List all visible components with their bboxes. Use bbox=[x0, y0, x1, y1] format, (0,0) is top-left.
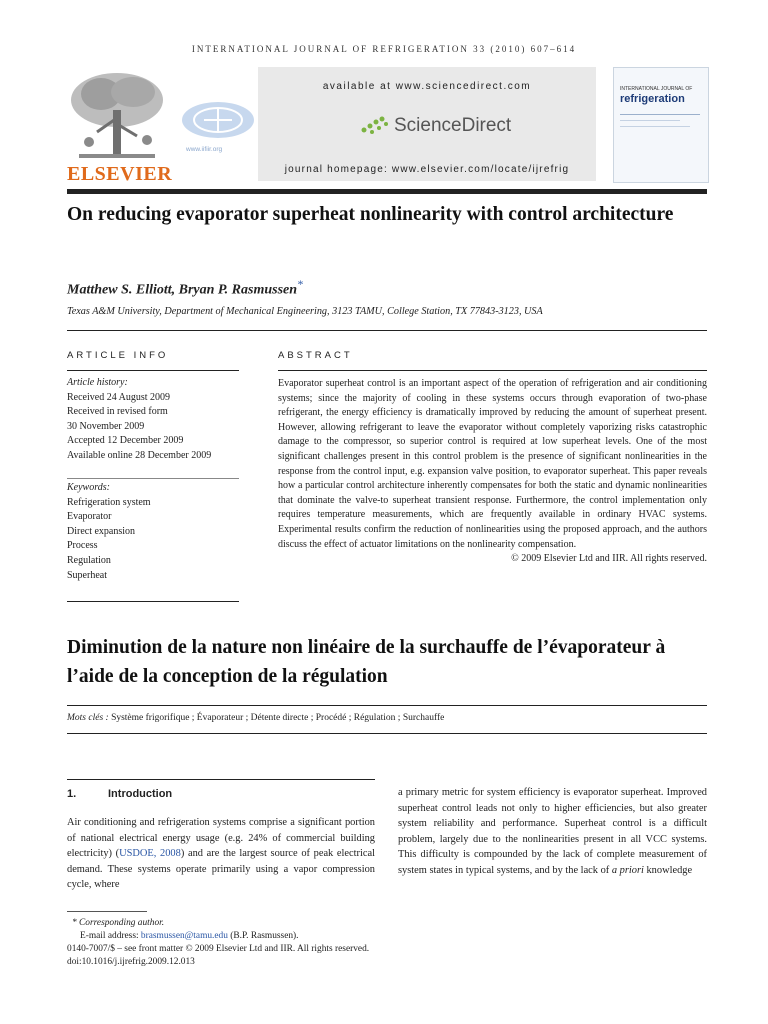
footnotes bbox=[72, 917, 299, 942]
article-info-bottom-rule bbox=[67, 601, 239, 602]
history-item: 30 November 2009 bbox=[67, 420, 145, 432]
keyword-item: Regulation bbox=[67, 554, 111, 566]
cover-subtitle: INTERNATIONAL JOURNAL OF bbox=[620, 86, 693, 92]
issn-line: 0140-7007/$ – see front matter © 2009 Elsevier Ltd and IIR. All rights reserved. bbox=[67, 944, 370, 954]
mots-cles-label: Mots clés : bbox=[67, 713, 109, 723]
intro-left-text-cont: ) and are the largest source of peak electrical demand. These systems operate primarily using a vapor compression cycle, where bbox=[67, 848, 375, 891]
footnote-mark: * bbox=[72, 918, 77, 928]
history-item: Available online 28 December 2009 bbox=[67, 449, 212, 461]
keywords-rule bbox=[67, 478, 239, 479]
journal-cover-thumbnail bbox=[613, 67, 709, 183]
abstract-copyright: © 2009 Elsevier Ltd and IIR. All rights reserved. bbox=[511, 553, 707, 565]
keyword-item: Refrigeration system bbox=[67, 496, 151, 508]
authors bbox=[67, 278, 303, 299]
history-label: Article history: bbox=[67, 377, 128, 388]
intro-right-text-cont: knowledge bbox=[643, 864, 693, 876]
mots-cles bbox=[67, 713, 444, 723]
abstract-heading: ABSTRACT bbox=[278, 350, 353, 361]
article-info-rule bbox=[67, 370, 239, 371]
mots-cles-top-rule bbox=[67, 705, 707, 706]
keywords-label: Keywords: bbox=[67, 482, 110, 493]
history-item: Received in revised form bbox=[67, 406, 168, 418]
keyword-item: Direct expansion bbox=[67, 525, 136, 537]
history-item: Received 24 August 2009 bbox=[67, 391, 171, 403]
intro-right-emphasis: a priori bbox=[611, 864, 644, 876]
sciencedirect-wordmark: ScienceDirect bbox=[394, 115, 512, 136]
intro-right-column bbox=[398, 785, 707, 879]
intro-right-text: a primary metric for system efficiency is evaporator superheat. Improved superheat control leads not only to higher efficiencies, but also greater system reliability and performance. Superheat control is a difficult problem, largely due to the nonlinearities present in all VCC systems. This difficulty is compounded by the lack of complete measurement of system states in typical systems, and by the lack of bbox=[398, 787, 707, 876]
author-names: Matthew S. Elliott, Bryan P. Rasmussen bbox=[67, 282, 298, 298]
intro-number: 1. bbox=[67, 788, 77, 800]
intro-heading: Introduction bbox=[108, 788, 173, 800]
email-label: E-mail address: bbox=[80, 930, 141, 941]
elsevier-tree-logo-icon bbox=[67, 70, 167, 162]
keyword-item: Process bbox=[67, 540, 98, 552]
intro-left-text: Air conditioning and refrigeration systems comprise a significant portion of national electrical energy usage (e.g. 24% of commercial building electricity) ( bbox=[67, 817, 375, 860]
email-after: (B.P. Rasmussen). bbox=[227, 930, 299, 941]
elsevier-wordmark: ELSEVIER bbox=[67, 163, 173, 185]
article-history bbox=[67, 376, 239, 464]
footnote-rule bbox=[67, 911, 147, 912]
affiliation: Texas A&M University, Department of Mechanical Engineering, 3123 TAMU, College Station, TX 77843-3123, USA bbox=[67, 306, 543, 317]
article-info-heading: ARTICLE INFO bbox=[67, 350, 169, 361]
keyword-item: Evaporator bbox=[67, 511, 112, 523]
doi-line[interactable]: doi:10.1016/j.ijrefrig.2009.12.013 bbox=[67, 957, 195, 967]
mots-cles-bottom-rule bbox=[67, 733, 707, 734]
keywords bbox=[67, 481, 239, 583]
masthead-rule bbox=[67, 189, 707, 194]
french-title: Diminution de la nature non linéaire de la surchauffe de l’évaporateur à l’aide de la conception de la régulation bbox=[67, 637, 666, 687]
abstract bbox=[278, 377, 707, 567]
section-rule bbox=[67, 330, 707, 331]
keyword-item: Superheat bbox=[67, 569, 107, 581]
cover-title: refrigeration bbox=[620, 93, 685, 105]
mots-cles-list: Système frigorifique ; Évaporateur ; Détente directe ; Procédé ; Régulation ; Surchauffe bbox=[111, 713, 445, 723]
intro-rule bbox=[67, 779, 375, 780]
history-item: Accepted 12 December 2009 bbox=[67, 435, 184, 447]
sciencedirect-leaf-icon bbox=[358, 114, 390, 136]
available-at-link[interactable]: available at www.sciencedirect.com bbox=[322, 81, 532, 92]
abstract-rule bbox=[278, 370, 707, 371]
article-title: On reducing evaporator superheat nonlinearity with control architecture bbox=[67, 204, 674, 225]
intro-left-column bbox=[67, 815, 375, 893]
citation-link[interactable]: USDOE, 2008 bbox=[119, 848, 181, 860]
sciencedirect-banner bbox=[258, 67, 596, 181]
iifiir-logo-icon bbox=[180, 100, 256, 140]
journal-header: INTERNATIONAL JOURNAL OF REFRIGERATION 33 (2010) 607–614 bbox=[191, 44, 577, 54]
email-link[interactable]: brasmussen@tamu.edu bbox=[140, 930, 228, 941]
journal-homepage-link[interactable]: journal homepage: www.elsevier.com/locate/ijrefrig bbox=[284, 164, 570, 175]
iifiir-url: www.iifiir.org bbox=[186, 146, 223, 153]
corresponding-author-note: Corresponding author. bbox=[79, 918, 165, 928]
abstract-text: Evaporator superheat control is an important aspect of the operation of refrigeration and air conditioning systems; since the majority of cooling in these systems occurs through evaporation of two-phase refrigerant, the energy efficiency is dramatically improved by reducing the amount of superheat present. However, allowing refrigerant to leave the evaporator without completely vaporizing risks catastrophic damage to the compressor, so superior control is required at low superheat levels. One of the most significant challenges present in this control problem is the presence of significant nonlinearities in the response from the control input, e.g. expansion valve position, to evaporator superheat. This paper reveals how a particular control architecture inherently compensates for both the static and dynamic nonlinearities that dominate the valve-to superheat transient response. Furthermore, the control implementation only requires temperature measurements, which are frequently available in ordinary HVAC systems. Experimental results confirm the reduction of nonlinearities using the proposed approach, and the authors discuss the effect of actuator limitations on the nonlinearity compensation. bbox=[278, 378, 707, 550]
corresponding-author-mark[interactable]: * bbox=[297, 278, 303, 291]
